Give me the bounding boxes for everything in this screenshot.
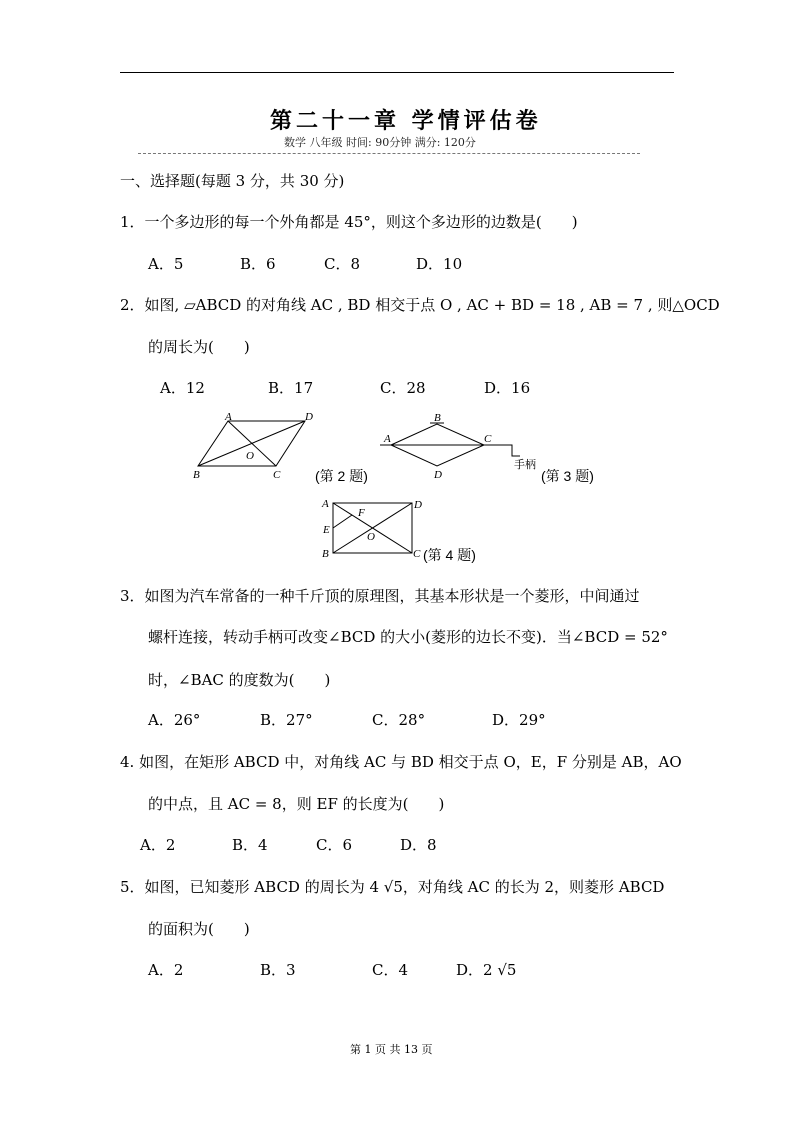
q3-line2: 螺杆连接，转动手柄可改变∠BCD 的大小(菱形的边长不变)．当∠BCD = 52°: [148, 628, 668, 646]
page-subtitle: 数学 八年级 时间: 90分钟 满分: 120分: [284, 136, 476, 149]
q1-line: 1．一个多边形的每一个外角都是 45°，则这个多边形的边数是( ): [120, 213, 578, 231]
q1-option-d: D．10: [416, 255, 463, 273]
label-o: O: [367, 531, 375, 543]
q2-option-a: A．12: [160, 379, 205, 397]
label-d: D: [434, 469, 442, 481]
q3-option-c: C．28°: [372, 711, 426, 729]
label-d: D: [305, 411, 313, 423]
label-d: D: [414, 499, 422, 511]
q2-line1: 2．如图, ▱ABCD 的对角线 AC , BD 相交于点 O , AC + BD = 18 , AB = 7 , 则△OCD: [120, 296, 720, 314]
q1-option-a: A．5: [148, 255, 184, 273]
q1-option-c: C．8: [324, 255, 361, 273]
label-o: O: [246, 450, 254, 462]
label-a: A: [384, 433, 391, 445]
label-f: F: [358, 507, 365, 519]
label-b: B: [434, 412, 441, 424]
label-c: C: [273, 469, 281, 481]
q3-option-b: B．27°: [260, 711, 313, 729]
label-a: A: [225, 411, 232, 423]
q1-option-b: B．6: [240, 255, 276, 273]
q2-option-b: B．17: [268, 379, 314, 397]
q4-option-a: A．2: [140, 836, 176, 854]
q2-option-d: D．16: [484, 379, 531, 397]
q5-option-d: D．2 √5: [456, 961, 517, 979]
q4-option-d: D．8: [400, 836, 437, 854]
label-e: E: [323, 524, 330, 536]
q2-line2: 的周长为( ): [148, 338, 250, 356]
label-c: C: [484, 433, 492, 445]
caption-q2: (第 2 题): [315, 468, 368, 484]
caption-q3: (第 3 题): [541, 468, 594, 484]
q5-option-a: A．2: [148, 961, 184, 979]
section-heading: 一、选择题(每题 3 分，共 30 分): [120, 172, 345, 190]
q3-line3: 时，∠BAC 的度数为( ): [148, 671, 331, 689]
label-c: C: [413, 548, 421, 560]
q5-line1: 5．如图，已知菱形 ABCD 的周长为 4 √5，对角线 AC 的长为 2，则菱形 ABCD: [120, 878, 665, 896]
figure-q4: [333, 503, 412, 553]
q4-option-b: B．4: [232, 836, 268, 854]
q4-option-c: C．6: [316, 836, 353, 854]
q3-line1: 3．如图为汽车常备的一种千斤顶的原理图，其基本形状是一个菱形，中间通过: [120, 587, 640, 605]
label-a: A: [322, 498, 329, 510]
q5-option-c: C．4: [372, 961, 409, 979]
caption-q4: (第 4 题): [423, 547, 476, 563]
q4-line2: 的中点，且 AC = 8，则 EF 的长度为( ): [148, 795, 445, 813]
figure-q3: [380, 423, 520, 466]
label-b: B: [322, 548, 329, 560]
label-b: B: [193, 469, 200, 481]
q5-option-b: B．3: [260, 961, 296, 979]
handle-label: 手柄: [514, 458, 536, 471]
page-footer: 第 1 页 共 13 页: [350, 1043, 433, 1056]
q4-line1: 4. 如图，在矩形 ABCD 中，对角线 AC 与 BD 相交于点 O，E，F 分别是 AB，AO: [120, 753, 682, 771]
q3-option-d: D．29°: [492, 711, 546, 729]
q3-option-a: A．26°: [148, 711, 201, 729]
q5-line2: 的面积为( ): [148, 920, 250, 938]
page-title: 第二十一章 学情评估卷: [270, 108, 542, 134]
q2-option-c: C．28: [380, 379, 426, 397]
